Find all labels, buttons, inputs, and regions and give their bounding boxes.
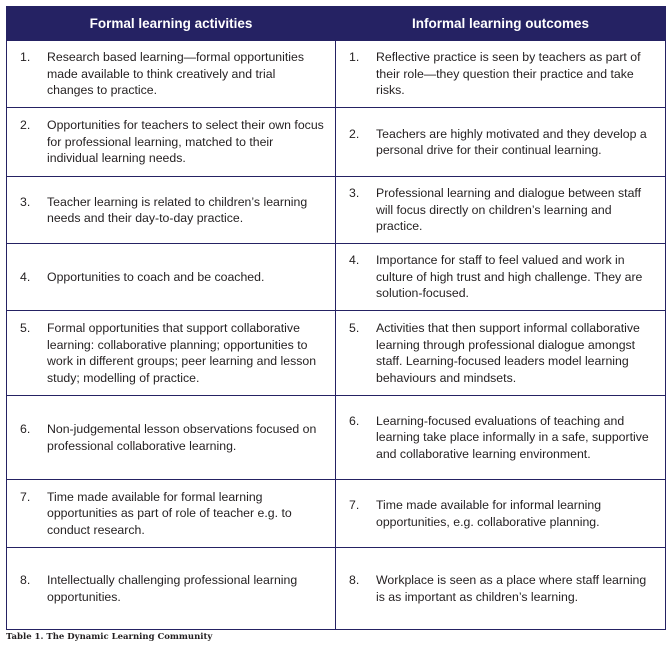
item-text: Importance for staff to feel valued and work in culture of high trust and high challenge. They are solution-focused. (376, 253, 643, 301)
cell-formal (7, 244, 336, 311)
item-text: Professional learning and dialogue between staff will focus directly on children’s learning and practice. (376, 186, 642, 234)
item-number: 3. (20, 194, 31, 209)
item-number: 6. (349, 413, 360, 428)
list-item (349, 572, 655, 605)
item-text: Formal opportunities that support collaborative learning: collaborative planning; opportunities to work in different groups; peer learning and lesson study; modelling of practice. (47, 321, 317, 385)
item-number: 1. (349, 50, 360, 65)
item-text: Time made available for formal learning opportunities as part of role of teacher e.g. to conduct research. (47, 489, 292, 537)
cell-informal (336, 548, 666, 630)
table-row (7, 41, 666, 108)
list-item (20, 320, 325, 386)
list-item (20, 194, 325, 227)
item-text: Intellectually challenging professional learning opportunities. (47, 573, 298, 604)
item-text: Opportunities for teachers to select their own focus for professional learning, matched to their individual learning needs. (47, 118, 324, 166)
item-number: 6. (20, 422, 31, 436)
item-text: Workplace is seen as a place where staff learning is as important as children’s learning. (376, 573, 647, 604)
item-number: 4. (349, 253, 360, 268)
list-item (20, 572, 325, 605)
cell-formal (7, 311, 336, 396)
cell-formal (7, 480, 336, 548)
item-text: Non-judgemental lesson observations focused on professional collaborative learning. (47, 422, 317, 453)
item-number: 5. (349, 321, 360, 335)
table-row (7, 311, 666, 396)
item-number: 5. (20, 321, 31, 335)
item-number: 3. (349, 186, 360, 201)
item-number: 8. (20, 573, 31, 587)
list-item (20, 269, 325, 286)
list-item (349, 413, 655, 463)
cell-formal (7, 548, 336, 630)
cell-informal (336, 396, 666, 480)
table-row (7, 108, 666, 177)
list-item (20, 489, 325, 539)
item-number: 1. (20, 50, 31, 65)
cell-informal (336, 311, 666, 396)
header-formal: Formal learning activities (7, 7, 336, 41)
list-item (20, 49, 325, 99)
cell-formal (7, 108, 336, 177)
item-number: 2. (349, 126, 360, 141)
learning-table (6, 6, 666, 630)
cell-informal (336, 177, 666, 244)
list-item (20, 117, 325, 167)
item-text: Reflective practice is seen by teachers as part of their role—they question their practice and take risks. (376, 50, 641, 98)
item-text: Activities that then support informal collaborative learning through professional dialogue amongst staff. Learning-focused leaders model learning behaviours and mindsets. (376, 321, 640, 385)
item-text: Teacher learning is related to children’s learning needs and their day-to-day practice. (47, 194, 308, 225)
list-item (349, 126, 655, 159)
cell-informal (336, 108, 666, 177)
cell-informal (336, 480, 666, 548)
list-item (349, 49, 655, 99)
item-text: Opportunities to coach and be coached. (47, 269, 265, 284)
cell-informal (336, 244, 666, 311)
list-item (349, 252, 655, 302)
item-text: Research based learning—formal opportunities made available to think creatively and trial changes to practice. (47, 50, 305, 98)
cell-formal (7, 41, 336, 108)
table-caption: Table 1. The Dynamic Learning Community (6, 632, 213, 642)
cell-formal (7, 177, 336, 244)
item-number: 4. (20, 269, 31, 284)
list-item (20, 421, 325, 454)
item-number: 7. (349, 498, 360, 512)
table-row (7, 177, 666, 244)
item-number: 8. (349, 573, 360, 587)
item-text: Time made available for informal learning opportunities, e.g. collaborative planning. (376, 498, 602, 529)
table-row (7, 480, 666, 548)
header-informal: Informal learning outcomes (336, 7, 666, 41)
table-row (7, 548, 666, 630)
cell-informal (336, 41, 666, 108)
table-row (7, 396, 666, 480)
item-text: Teachers are highly motivated and they develop a personal drive for their continual learning. (376, 126, 647, 157)
table-header-row (7, 7, 666, 41)
item-text: Learning-focused evaluations of teaching and learning take place informally in a safe, supportive and collaborative learning environment. (376, 413, 649, 461)
table-row (7, 244, 666, 311)
list-item (349, 185, 655, 235)
list-item (349, 497, 655, 530)
item-number: 2. (20, 118, 31, 133)
list-item (349, 320, 655, 386)
item-number: 7. (20, 489, 31, 504)
cell-formal (7, 396, 336, 480)
